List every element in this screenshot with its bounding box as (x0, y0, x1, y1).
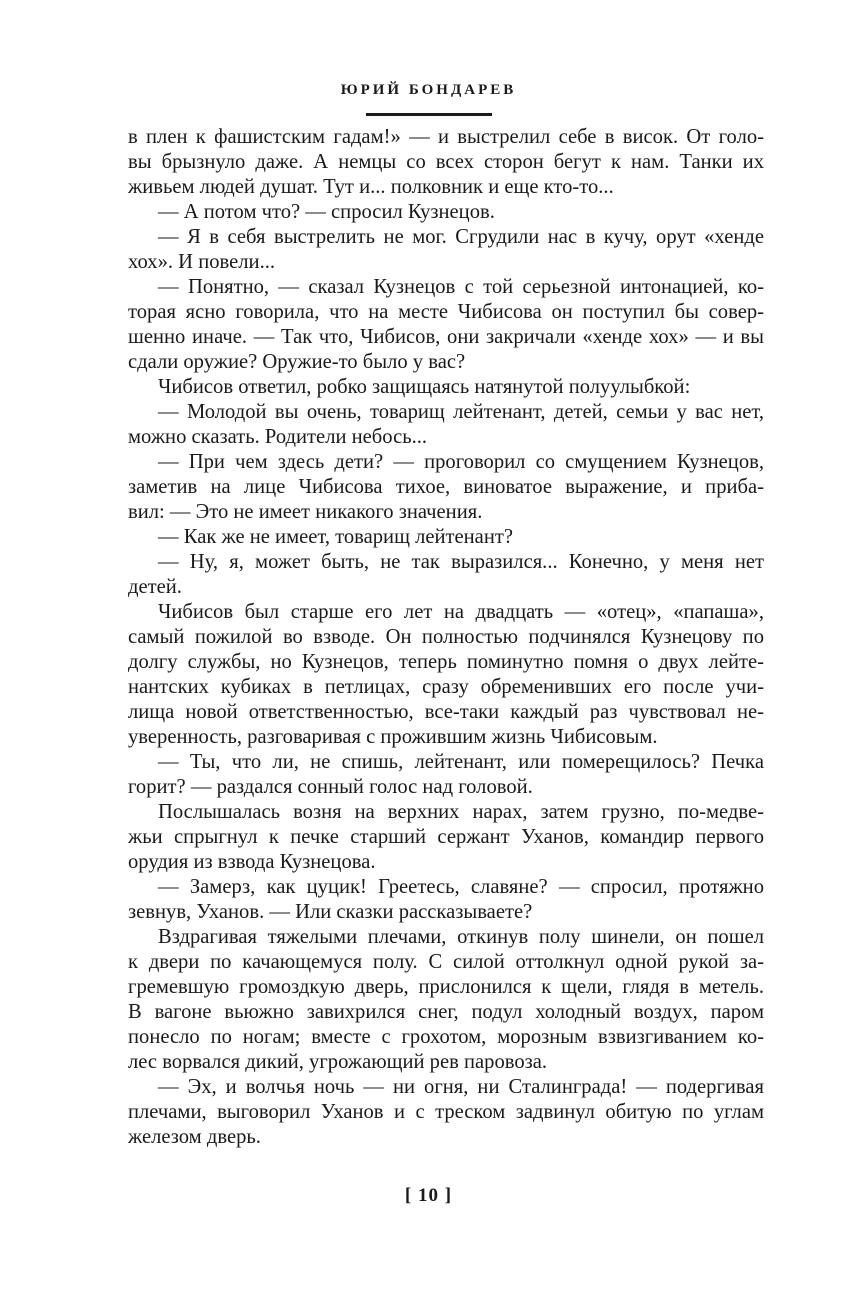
text-line: вил: — Это не имеет никакого значения. (128, 501, 483, 523)
text-line: — Молодой вы очень, товарищ лейтенант, детей, семьи у вас нет, (158, 401, 764, 423)
text-line: нантских кубиках в петлицах, сразу обременивших его после учи- (128, 676, 764, 698)
text-line: железом дверь. (128, 1126, 261, 1148)
text-line: — При чем здесь дети? — проговорил со смущением Кузнецов, (158, 451, 764, 473)
text-line: Чибисов был старше его лет на двадцать — «отец», «папаша», (158, 601, 764, 623)
header-rule (366, 113, 492, 116)
text-line: плечами, выговорил Уханов и с треском задвинул обитую по углам (128, 1101, 764, 1123)
text-line: В вагоне вьюжно завихрился снег, подул холодный воздух, паром (128, 1001, 764, 1023)
text-line: лища новой ответственностью, все-таки каждый раз чувствовал не- (128, 701, 764, 723)
text-line: Вздрагивая тяжелыми плечами, откинув полу шинели, он пошел (158, 926, 764, 948)
running-head: ЮРИЙ БОНДАРЕВ (340, 82, 517, 98)
text-line: — А потом что? — спросил Кузнецов. (158, 201, 495, 223)
text-line: живьем людей душат. Тут и... полковник и еще кто-то... (128, 176, 614, 198)
text-line: лес ворвался дикий, угрожающий рев паровоза. (128, 1051, 548, 1073)
text-line: уверенность, разговаривая с прожившим жизнь Чибисовым. (128, 726, 658, 748)
text-line: хох». И повели... (128, 251, 276, 273)
body-text (128, 125, 764, 1150)
text-line: жьи спрыгнул к печке старший сержант Уханов, командир первого (128, 826, 764, 848)
text-line: горит? — раздался сонный голос над головой. (128, 776, 533, 798)
text-line: Чибисов ответил, робко защищаясь натянутой полуулыбкой: (158, 376, 691, 398)
text-line: понесло по ногам; вместе с грохотом, морозным взвизгиванием ко- (128, 1026, 764, 1048)
text-line: сдали оружие? Оружие-то было у вас? (128, 351, 466, 373)
text-line: гремевшую громоздкую дверь, прислонился к щели, глядя в метель. (128, 976, 764, 998)
text-line: шенно иначе. — Так что, Чибисов, они закричали «хенде хох» — и вы (128, 326, 764, 348)
text-line: детей. (128, 576, 182, 598)
text-line: — Я в себя выстрелить не мог. Сгрудили нас в кучу, орут «хенде (158, 226, 764, 248)
text-line: — Ну, я, может быть, не так выразился... Конечно, у меня нет (158, 551, 764, 573)
text-line: самый пожилой во взводе. Он полностью подчинялся Кузнецову по (128, 626, 764, 648)
text-line: можно сказать. Родители небось... (128, 426, 428, 448)
text-line: — Ты, что ли, не спишь, лейтенант, или померещилось? Печка (158, 751, 764, 773)
text-line: торая ясно говорила, что на месте Чибисова он поступил бы совер- (128, 301, 764, 323)
text-line: в плен к фашистским гадам!» — и выстрелил себе в висок. От голо- (128, 126, 764, 148)
text-line: — Как же не имеет, товарищ лейтенант? (158, 526, 513, 548)
text-line: вы брызнуло даже. А немцы со всех сторон бегут к нам. Танки их (128, 151, 764, 173)
page-number: [ 10 ] (404, 1185, 453, 1206)
text-line: — Эх, и волчья ночь — ни огня, ни Сталинграда! — подергивая (158, 1076, 764, 1098)
text-line: орудия из взвода Кузнецова. (128, 851, 376, 873)
text-line: к двери по качающемуся полу. С силой оттолкнул одной рукой за- (128, 951, 764, 973)
text-line: Послышалась возня на верхних нарах, затем грузно, по-медве- (158, 801, 764, 823)
text-line: — Понятно, — сказал Кузнецов с той серьезной интонацией, ко- (158, 276, 764, 298)
text-line: заметив на лице Чибисова тихое, виноватое выражение, и приба- (128, 476, 764, 498)
text-line: — Замерз, как цуцик! Греетесь, славяне? — спросил, протяжно (158, 876, 764, 898)
text-line: долгу службы, но Кузнецов, теперь поминутно помня о двух лейте- (128, 651, 764, 673)
text-line: зевнув, Уханов. — Или сказки рассказываете? (128, 901, 533, 923)
